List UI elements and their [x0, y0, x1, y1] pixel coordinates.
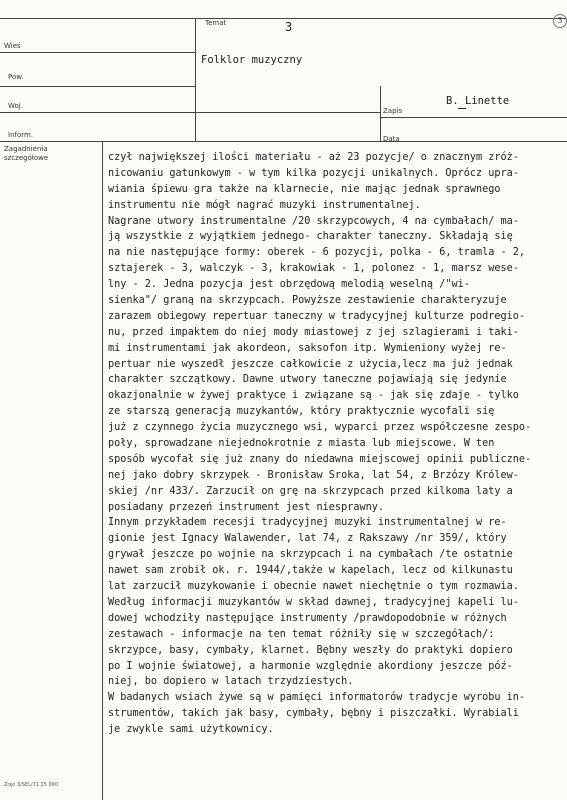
- header-bottom-rule: [0, 141, 567, 142]
- text-line: charakter szczątkowy. Dawne utwory taneczne pojawiają się jedynie: [108, 374, 507, 386]
- inform-label: Inform.: [8, 131, 34, 139]
- text-line: okazjonalnie w żywej praktyce i związane są - jak się zdaje - tylko: [108, 390, 519, 402]
- text-line: sposób wycofał się już znany do niedawna miejscowej opinii publiczne-: [108, 453, 532, 465]
- temat-number: 3: [285, 20, 293, 34]
- text-line: sztajerek - 3, walczyk - 3, krakowiak - 1, polonez - 1, marsz wese-: [108, 263, 519, 275]
- text-line: dowej wchodziły następujące instrumenty /prawdopodobnie w różnych: [108, 612, 507, 624]
- body-text: [108, 150, 563, 738]
- text-line: strumentów, takich jak basy, cymbały, bębny i piszczałki. Wyrabiali: [108, 708, 519, 720]
- text-line: Nagrane utwory instrumentalne /20 skrzypcowych, 4 na cymbałach/ ma-: [108, 215, 519, 227]
- wies-label: Wieś: [4, 42, 21, 50]
- header-rule-row2: [0, 86, 195, 87]
- text-line: pertuar nie wyszedł jeszcze całkowicie z użycia,lecz ma już jednak: [108, 358, 513, 370]
- text-line: grywał jeszcze po wojnie na skrzypcach i na cymbałach /te ostatnie: [108, 549, 513, 561]
- text-line: nawet sam zrobił ok. r. 1944/,także w kapelach, lecz od kilkunastu: [108, 565, 513, 577]
- text-line: nej jako dobry skrzypek - Bronisław Sroka, lat 54, z Brzózy Królew-: [108, 469, 519, 481]
- temat-label: Temat: [205, 19, 227, 27]
- text-line: już z czynnego życia muzycznego wsi, wyparci przez współczesne zespo-: [108, 422, 532, 434]
- header-rule-row1: [0, 52, 195, 53]
- footer-print-code: Zręc 3/SEL/71 15 000: [4, 782, 59, 788]
- text-line: lat zarzucił muzykowanie i obecnie nawet niechętnie o tym rozmawia.: [108, 581, 519, 593]
- zapis-value: B. Linette: [446, 95, 510, 107]
- text-line: na nie następujące formy: oberek - 6 pozycji, polka - 6, tramla - 2,: [108, 247, 526, 259]
- header-rule-row3: [0, 112, 380, 113]
- text-line: po I wojnie światowej, a harmonie względnie akordiony jeszcze póź-: [108, 660, 513, 672]
- header-divider-right: [380, 86, 381, 141]
- text-line: zestawach - informacje na ten temat różniły się w szczegółach/:: [108, 628, 495, 640]
- text-line: zarazem obiegowy repertuar taneczny w tradycyjnej kulturze podregio-: [108, 310, 526, 322]
- page-number-circled: 3: [553, 14, 567, 28]
- text-line: Według informacji muzykantów w skład dawnej, tradycyjnej kapeli lu-: [108, 596, 519, 608]
- header-divider-left: [195, 18, 196, 141]
- woj-label: Woj.: [8, 102, 23, 110]
- temat-value: Folklor muzyczny: [201, 54, 303, 66]
- text-line: skiej /nr 433/. Zarzucił on grę na skrzypcach przed kilkoma laty a: [108, 485, 513, 497]
- text-line: instrumentu nie mógł nagrać muzyki instrumentalnej.: [108, 199, 421, 211]
- text-line: ze starszą generacją muzykantów, który praktycznie wycofali się: [108, 406, 495, 418]
- zapis-label: Zapis: [383, 107, 403, 115]
- text-line: Innym przykładem recesji tradycyjnej muzyki instrumentalnej w re-: [108, 517, 507, 529]
- zagadnienia-label-line2: szczegółowe: [4, 154, 49, 162]
- header-rule-zapis: [380, 117, 567, 118]
- text-line: ją wszystkie z wyjątkiem jednego- charakter taneczny. Składają się: [108, 231, 513, 243]
- text-line: gionie jest Ignacy Walawender, lat 74, z Rakszawy /nr 359/, który: [108, 533, 507, 545]
- text-line: posiadany przezeń instrument jest niesprawny.: [108, 501, 385, 513]
- text-line: sienka"/ graną na skrzypcach. Powyższe zestawienie charakteryzuje: [108, 295, 507, 307]
- data-label: Data: [383, 135, 400, 143]
- text-line: skrzypce, basy, cymbały, klarnet. Bębny weszły do praktyki dopiero: [108, 644, 513, 656]
- pow-label: Pow.: [8, 73, 24, 81]
- text-line: wiania śpiewu gra także na klarnecie, nie mając jednak sprawnego: [108, 183, 501, 195]
- text-line: poły, sprowadzane niejednokrotnie z miasta lub miejscowe. W ten: [108, 438, 495, 450]
- zapis-underline-mark: [458, 108, 466, 109]
- text-line: nicowaniu gatunkowym - w tym kilka pozycji unikalnych. Oprócz upra-: [108, 167, 519, 179]
- text-line: czył największej ilości materiału - aż 23 pozycje/ o znacznym zróż-: [108, 152, 519, 163]
- header-top-rule: [0, 18, 567, 19]
- zagadnienia-label-line1: Zagadnienia: [4, 145, 48, 153]
- text-line: niej, bo dopiero w latach trzydziestych.: [108, 676, 354, 688]
- text-line: lny - 2. Jedna pozycja jest obrzędową melodią weselną /"wi-: [108, 279, 470, 291]
- text-line: mi instrumentami jak akordeon, saksofon itp. Wymieniony wyżej re-: [108, 342, 507, 354]
- topics-column-divider: [102, 141, 103, 800]
- text-line: je zwykle sami użytkownicy.: [108, 724, 274, 736]
- text-line: nu, przed impaktem do niej mody miastowej z jej szlagierami i taki-: [108, 326, 519, 338]
- text-line: W badanych wsiach żywe są w pamięci informatorów tradycje wyrobu in-: [108, 692, 526, 704]
